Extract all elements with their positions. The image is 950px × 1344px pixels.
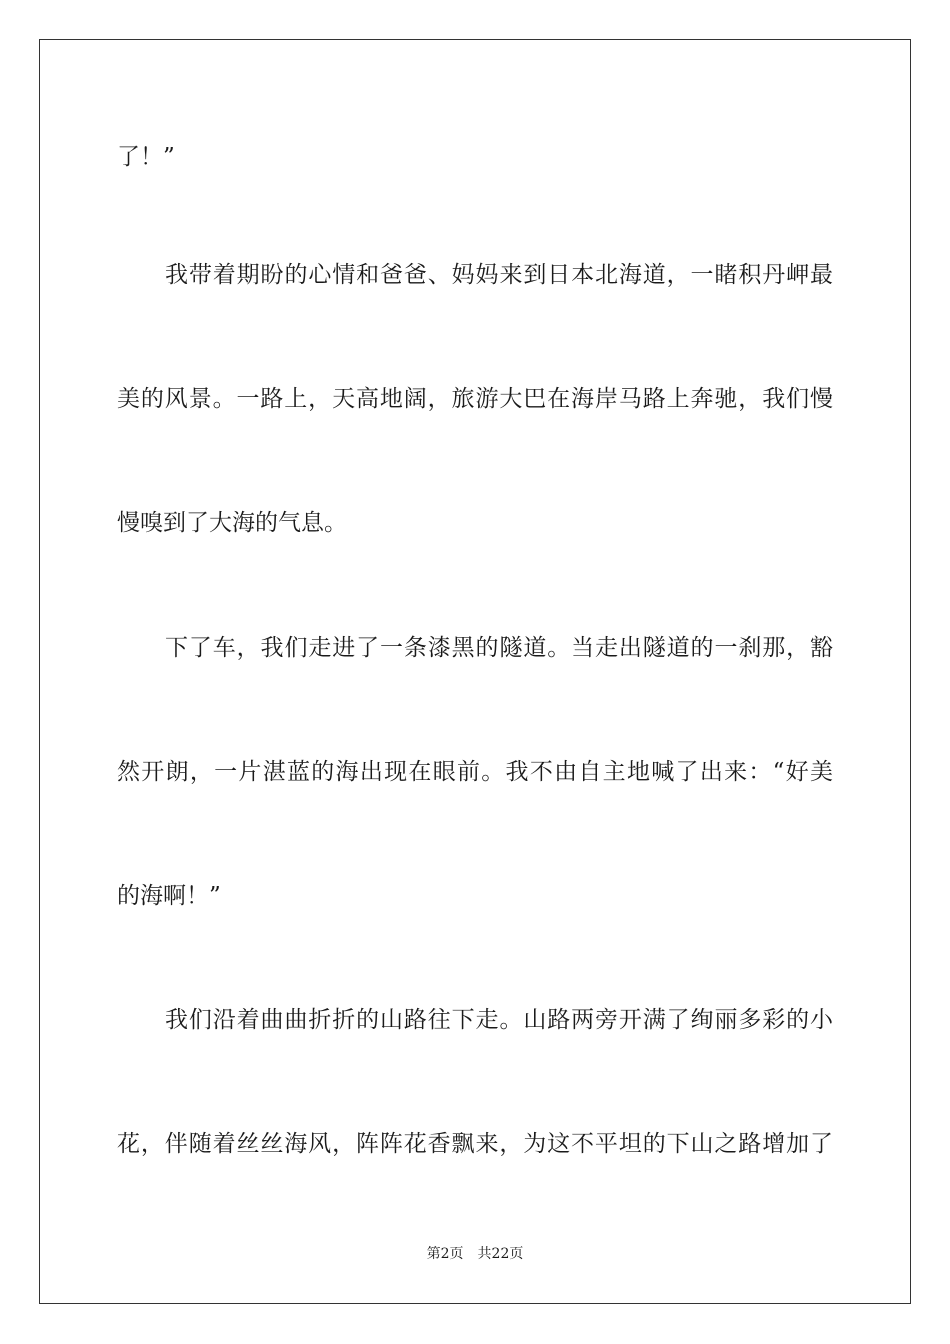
text-line: 的海啊！” bbox=[117, 883, 221, 909]
text-line: 然开朗，一片湛蓝的海出现在眼前。我不由自主地喊了出来：“好美 bbox=[117, 759, 833, 785]
page-footer bbox=[0, 1245, 950, 1263]
page-number: 第2页 bbox=[426, 1246, 464, 1262]
text-line: 美的风景。一路上，天高地阔，旅游大巴在海岸马路上奔驰，我们慢 bbox=[117, 386, 833, 412]
text-line: 了！” bbox=[117, 144, 175, 170]
text-line: 花，伴随着丝丝海风，阵阵花香飘来，为这不平坦的下山之路增加了 bbox=[117, 1131, 833, 1157]
page-total: 共22页 bbox=[477, 1246, 524, 1262]
page-border bbox=[39, 39, 911, 1304]
paragraph-first-line: 下了车，我们走进了一条漆黑的隧道。当走出隧道的一刹那，豁 bbox=[165, 635, 833, 661]
paragraph-first-line: 我带着期盼的心情和爸爸、妈妈来到日本北海道，一睹积丹岬最 bbox=[165, 262, 833, 288]
paragraph-first-line: 我们沿着曲曲折折的山路往下走。山路两旁开满了绚丽多彩的小 bbox=[165, 1007, 833, 1033]
text-line: 慢嗅到了大海的气息。 bbox=[117, 510, 347, 536]
